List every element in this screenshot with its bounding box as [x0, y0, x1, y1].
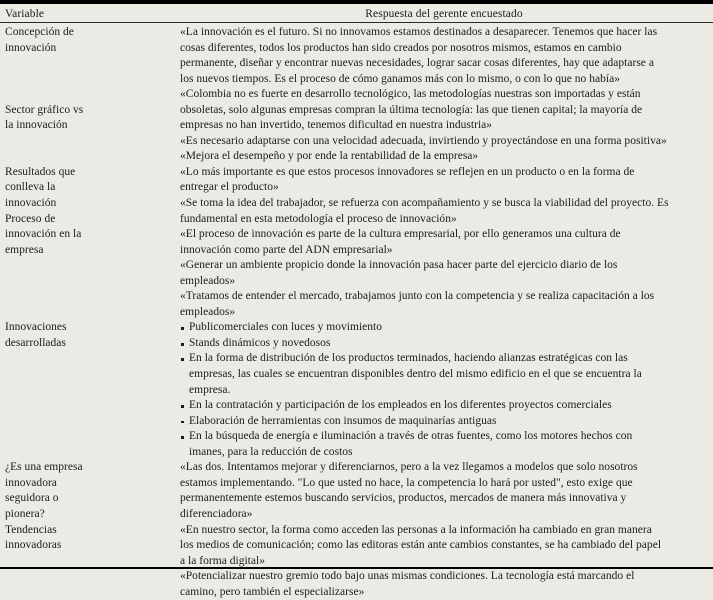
bullet-icon	[181, 343, 184, 346]
variable-label-line: Resultados que	[5, 165, 76, 178]
variable-label-spacer	[5, 72, 177, 88]
response-quote-line: «Mejora el desempeño y por ende la rentabilidad de la empresa»	[180, 150, 479, 163]
response-bullet-line: empresas, las cuales se encuentran disponibles dentro del mismo edificio en el que se encuentra la	[189, 368, 642, 381]
response-quote-line: obsoletas, solo algunas empresas compran la última tecnología: las que tienen capital; la mayoría de	[180, 103, 643, 116]
variable-label-spacer	[5, 445, 177, 461]
variable-label-line: innovación	[5, 41, 57, 54]
column-header-respuesta: Respuesta del gerente encuestado	[365, 8, 523, 20]
response-quote-line: «En nuestro sector, la forma como acceden las personas a la información ha cambiado en gran manera	[180, 523, 652, 536]
variable-label-spacer	[5, 414, 177, 430]
variable-label-line: Tendencias	[5, 523, 57, 536]
variable-label-spacer	[5, 351, 177, 367]
response-quote-line: «Lo más importante es que estos procesos innovadores se reflejen en un producto o en la forma de	[180, 165, 635, 178]
variable-label-spacer	[5, 398, 177, 414]
response-quote-line: a la forma digital»	[180, 554, 266, 567]
response-text: Publicomerciales con luces y movimiento	[189, 321, 383, 334]
variable-label-line: innovadoras	[5, 539, 62, 552]
response-quote-line: «Las dos. Intentamos mejorar y diferenciarnos, pero a la vez llegamos a modelos que solo nosotros	[180, 461, 638, 474]
response-text: Stands dinámicos y novedosos	[189, 336, 331, 349]
variable-label-line: desarrolladas	[5, 336, 66, 349]
variable-label-line: empresa	[5, 243, 44, 256]
response-quote-line: estamos implementando. "Lo que usted no hace, la competencia lo hará por usted", esto exige que	[180, 476, 633, 489]
response-quote-line: «La innovación es el futuro. Si no innovamos estamos destinados a desaparecer. Tenemos que hacer las	[180, 26, 658, 38]
variable-label-spacer	[5, 56, 177, 72]
response-quote-line: empresas no han invertido, tenemos dificultad en nuestra industria»	[180, 119, 493, 132]
response-bullet-line	[180, 414, 708, 430]
response-quote-line: «Generar un ambiente propicio donde la innovación pasa hacer parte del ejercicio diario de los	[180, 259, 618, 272]
response-quote-line: camino, pero también el especializarse»	[180, 585, 365, 598]
response-bullet-line	[180, 320, 708, 336]
response-text: Elaboración de herramientas con insumos de maquinarías antiguas	[189, 414, 497, 427]
response-bullet-line	[180, 336, 708, 352]
variable-label-line: pionera?	[5, 507, 45, 520]
variable-label-spacer	[5, 585, 177, 600]
response-quote-line: «Colombia no es fuerte en desarrollo tecnológico, las metodologías nuestras son importadas y están	[180, 88, 641, 101]
response-quote-line: innovación como parte del ADN empresarial»	[180, 243, 393, 256]
variable-label-line: la innovación	[5, 119, 68, 132]
response-text: En la forma de distribución de los productos terminados, haciendo alianzas estratégicas con las	[189, 352, 628, 365]
response-quote-line: permanentemente estemos buscando servicios, productos, mercados de manera más innovativa y	[180, 492, 627, 505]
variable-label-line: seguidora o	[5, 492, 59, 505]
response-quote-line: «Se toma la idea del trabajador, se refuerza con acompañamiento y se busca la viabilidad del proyecto. Es	[180, 197, 669, 210]
bullet-icon	[181, 421, 184, 424]
bullet-icon	[181, 327, 184, 330]
response-quote-line: «Potencializar nuestro gremio todo bajo unas mismas condiciones. La tecnología está marcando el	[180, 570, 635, 583]
response-bullet-line	[180, 351, 708, 367]
response-quote-line: «Es necesario adaptarse con una velocidad adecuada, invirtiendo y proyectándose en una forma positiva»	[180, 134, 667, 147]
response-quote-line: permanente, diseñar y encontrar nuevas necesidades, lograr sacar cosas diferentes, hay que adaptarse a	[180, 57, 654, 70]
variable-label-spacer	[5, 289, 177, 305]
variable-label-line: innovación en la	[5, 228, 82, 241]
response-bullet-line	[180, 398, 708, 414]
variable-label-line: Sector gráfico vs	[5, 103, 84, 116]
table-header-row	[0, 4, 713, 23]
variable-label-line: Concepción de	[5, 26, 74, 38]
response-quote-line: los medios de comunicación; como las editoras están ante cambios constantes, se ha cambiado del papel	[180, 539, 662, 552]
bullet-icon	[181, 358, 184, 361]
variable-label-spacer	[5, 149, 177, 165]
column-header-variable: Variable	[5, 8, 45, 20]
variable-label-line: conlleva la	[5, 181, 56, 194]
response-bullet-line	[180, 429, 708, 445]
response-quote-line: empleados»	[180, 305, 236, 318]
variable-label-spacer	[5, 569, 177, 585]
variable-label-line: innovación	[5, 197, 57, 210]
response-quote-line: empleados»	[180, 274, 236, 287]
response-bullet-line: empresa.	[189, 383, 231, 396]
variable-label-line: Innovaciones	[5, 321, 67, 334]
variable-column	[5, 25, 177, 600]
variable-label-line: innovadora	[5, 476, 57, 489]
variable-label-line: ¿Es una empresa	[5, 461, 83, 474]
response-bullet-line: imanes, para la reducción de costos	[189, 445, 353, 458]
variable-label-line: Proceso de	[5, 212, 56, 225]
variable-label-spacer	[5, 274, 177, 290]
bullet-icon	[181, 436, 184, 439]
response-quote-line: fundamental en esta metodología el proceso de innovación»	[180, 212, 457, 225]
variable-label-spacer	[5, 305, 177, 321]
variable-label-spacer	[5, 429, 177, 445]
response-text: En la búsqueda de energía e iluminación a través de otras fuentes, como los motores hechos con	[189, 430, 633, 443]
variable-label-spacer	[5, 383, 177, 399]
response-quote-line: cosas diferentes, todos los productos han sido creados por nosotros mismos, estamos en cambio	[180, 41, 622, 54]
response-column	[180, 25, 708, 600]
response-quote-line: los nuevos tiempos. Es el proceso de cómo ganamos más con lo mismo, o con lo que no había»	[180, 72, 621, 85]
variable-label-spacer	[5, 367, 177, 383]
variable-label-spacer	[5, 87, 177, 103]
response-quote-line: «El proceso de innovación es parte de la cultura empresarial, por ello generamos una cultura de	[180, 228, 621, 241]
variable-label-spacer	[5, 258, 177, 274]
table-bottom-rule	[0, 567, 713, 569]
bullet-icon	[181, 405, 184, 408]
response-quote-line: diferenciadora»	[180, 507, 253, 520]
variable-label-spacer	[5, 134, 177, 150]
response-quote-line: «Tratamos de entender el mercado, trabajamos junto con la competencia y se realiza capacitación a los	[180, 290, 655, 303]
table-header-rule	[0, 22, 713, 23]
response-text: En la contratación y participación de los empleados en los diferentes proyectos comerciales	[189, 399, 612, 412]
response-quote-line: entregar el producto»	[180, 181, 279, 194]
